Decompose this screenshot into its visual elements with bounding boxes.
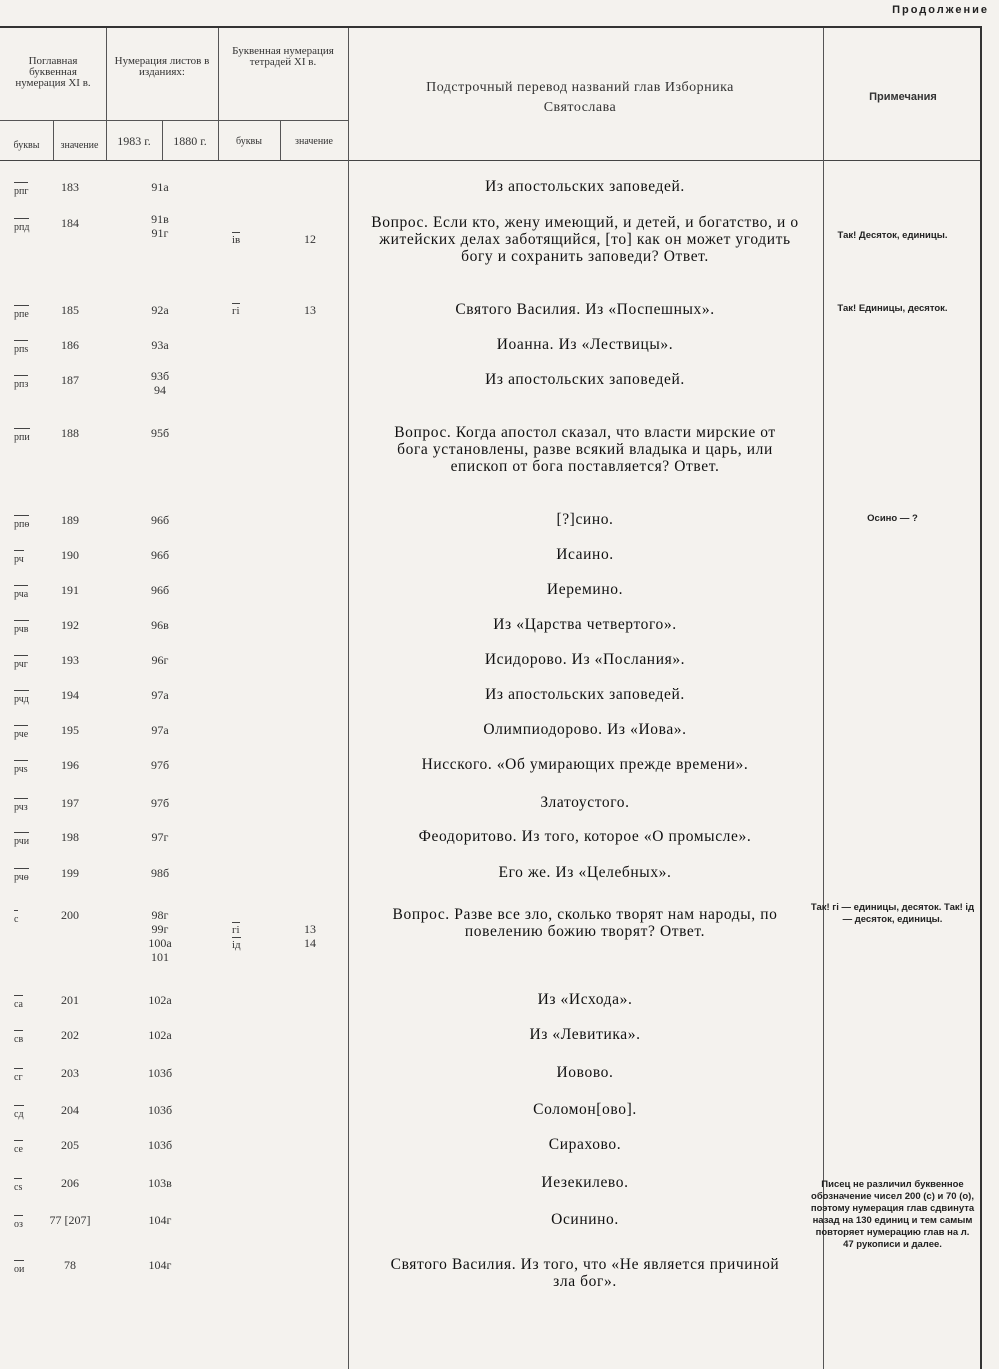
folio-list [115, 180, 205, 194]
chapter-value: 197 [61, 796, 79, 810]
header-year-1880: 1880 г. [173, 134, 207, 148]
header-notes: Примечания [869, 91, 937, 103]
chapter-letter [14, 1260, 42, 1277]
chapter-title: Из «Исхода». [537, 991, 633, 1008]
chapter-letter-text: сд [14, 1105, 24, 1122]
chapter-letter [14, 1215, 42, 1232]
folio-number: 103б [147, 1138, 173, 1152]
chapter-title: Из апостольских заповедей. [485, 371, 685, 388]
folio-list [115, 338, 205, 352]
quire-value: 14 [304, 936, 316, 950]
chapter-note: Писец не различил буквенное обозначение чисел 200 (с) и 70 (о), поэтому нумерация глав сдвинута назад на 130 единиц и тем самым повторяет нумерацию глав на л. 47 рукописи и далее. [810, 1179, 975, 1250]
chapter-title: Из «Царства четвертого». [493, 616, 677, 633]
chapter-letter [14, 690, 42, 707]
folio-list [115, 723, 205, 737]
chapter-value: 78 [64, 1258, 76, 1272]
chapter-value: 192 [61, 618, 79, 632]
chapter-value: 184 [61, 216, 79, 230]
chapter-letter-text: рчд [14, 690, 29, 707]
folio-list [115, 908, 205, 964]
chapter-title: Исидорово. Из «Послания». [484, 651, 686, 668]
chapter-letter [14, 1140, 42, 1157]
chapter-letter-text: рпг [14, 182, 28, 199]
chapter-value: 199 [61, 866, 79, 880]
chapter-letter-text: сг [14, 1068, 23, 1085]
chapter-letter [14, 1030, 42, 1047]
chapter-value: 195 [61, 723, 79, 737]
header-letters: буквы [13, 140, 40, 151]
chapter-letter-text: сѕ [14, 1178, 22, 1195]
chapter-letter [14, 798, 42, 815]
chapter-value: 185 [61, 303, 79, 317]
chapter-note: Так! Единицы, десяток. [837, 303, 948, 314]
chapter-value: 194 [61, 688, 79, 702]
chapter-letter [14, 1068, 42, 1085]
folio-number: 96г [151, 653, 169, 667]
folio-list [115, 1028, 205, 1042]
folio-list [115, 513, 205, 527]
folio-number: 96б [150, 513, 170, 527]
chapter-title: Из апостольских заповедей. [485, 686, 685, 703]
chapter-value: 200 [61, 908, 79, 922]
chapter-letter-text: рчг [14, 655, 28, 672]
folio-number: 102а [148, 1028, 172, 1042]
table-header [0, 28, 980, 161]
chapter-value: 198 [61, 830, 79, 844]
folio-number: 97а [151, 688, 169, 702]
chapter-value: 204 [61, 1103, 79, 1117]
chapter-note: Так! Десяток, единицы. [837, 230, 948, 241]
quire-letters [232, 303, 262, 318]
folio-number: 97б [150, 758, 170, 772]
quire-letter: ів [232, 234, 241, 246]
folio-list [115, 1138, 205, 1152]
chapter-title: Святого Василия. Из «Поспешных». [455, 301, 715, 318]
quire-letters [232, 232, 262, 247]
chapter-value: 77 [207] [49, 1213, 91, 1227]
folio-list [115, 653, 205, 667]
chapter-letter-text: рче [14, 725, 28, 742]
chapter-letter [14, 375, 42, 392]
folio-number: 92а [151, 303, 169, 317]
chapter-letter [14, 515, 42, 532]
quire-values [280, 922, 340, 950]
chapter-value: 188 [61, 426, 79, 440]
chapter-value: 186 [61, 338, 79, 352]
chapter-letter [14, 182, 42, 199]
chapter-note: Так! гі — единицы, десяток. Так! ід — десяток, единицы. [810, 902, 975, 925]
chapter-letter-text: рчѳ [14, 868, 29, 885]
chapter-title: Вопрос. Разве все зло, сколько творят нам народы, по повелению божию творят? Ответ. [392, 906, 778, 940]
chapter-letter-text: рч [14, 550, 24, 567]
chapter-letter [14, 585, 42, 602]
chapter-value: 196 [61, 758, 79, 772]
folio-list [115, 688, 205, 702]
folio-number: 98г [151, 908, 169, 922]
chapter-title: Вопрос. Когда апостол сказал, что власти мирские от бога установлены, разве всякий владыка и царь, или епископ от бога поставляется? Ответ. [394, 424, 776, 475]
header-quire-value: значение [295, 136, 333, 147]
chapter-title: [?]сино. [556, 511, 614, 528]
chapter-letter-text: оз [14, 1215, 23, 1232]
chapter-title: Нисского. «Об умирающих прежде времени». [421, 756, 749, 773]
quire-values [280, 232, 340, 246]
chapter-letter [14, 995, 42, 1012]
chapter-letter [14, 725, 42, 742]
chapter-letter-text: се [14, 1140, 23, 1157]
quire-letter: гі [232, 305, 240, 317]
folio-list [115, 1103, 205, 1117]
chapter-value: 206 [61, 1176, 79, 1190]
chapter-title: Исаино. [556, 546, 614, 563]
folio-list [115, 993, 205, 1007]
chapter-title: Олимпиодорово. Из «Иова». [483, 721, 687, 738]
folio-number: 96б [150, 548, 170, 562]
chapter-letter-text: рпи [14, 428, 30, 445]
chapter-letter-text: рпз [14, 375, 28, 392]
quire-letter: гі [232, 924, 240, 936]
chapter-value: 201 [61, 993, 79, 1007]
chapter-letter-text: рчз [14, 798, 28, 815]
chapter-letter [14, 1105, 42, 1122]
chapter-title: Иовово. [556, 1064, 614, 1081]
folio-list [115, 1213, 205, 1227]
folio-number: 93а [151, 338, 169, 352]
chapter-letter [14, 305, 42, 322]
quire-letter: ід [232, 939, 241, 951]
chapter-title: Из «Левитика». [529, 1026, 641, 1043]
quire-value: 13 [304, 922, 316, 936]
chapter-value: 203 [61, 1066, 79, 1080]
chapter-letter-text: рчи [14, 832, 29, 849]
folio-number: 91в [151, 212, 169, 226]
chapter-title: Святого Василия. Из того, что «Не является причиной зла бог». [390, 1256, 780, 1290]
folio-list [115, 212, 205, 240]
chapter-title: Феодоритово. Из того, которое «О промысле». [418, 828, 752, 845]
folio-list [115, 830, 205, 844]
chapter-letter-text: ои [14, 1260, 24, 1277]
folio-list [115, 1176, 205, 1190]
chapter-letter [14, 428, 42, 445]
folio-list [115, 866, 205, 880]
chapter-title: Златоустого. [540, 794, 630, 811]
chapter-title: Из апостольских заповедей. [485, 178, 685, 195]
quire-value: 13 [304, 303, 316, 317]
chapter-letter-text: рпе [14, 305, 29, 322]
folio-number: 91а [151, 180, 169, 194]
folio-list [115, 548, 205, 562]
folio-number: 94 [154, 383, 166, 397]
chapter-letter-text: с [14, 910, 18, 927]
folio-list [115, 1258, 205, 1272]
folio-number: 97а [151, 723, 169, 737]
chapter-letter [14, 760, 42, 777]
chapter-letter [14, 340, 42, 357]
folio-number: 95б [150, 426, 170, 440]
chapter-letter-text: рпѕ [14, 340, 28, 357]
chapter-value: 187 [61, 373, 79, 387]
chapter-letter [14, 620, 42, 637]
folio-number: 96в [151, 618, 169, 632]
folio-number: 100а [148, 936, 172, 950]
folio-list [115, 618, 205, 632]
chapter-letter-text: рчв [14, 620, 29, 637]
quire-values [280, 303, 340, 317]
chapter-title: Сирахово. [548, 1136, 622, 1153]
header-value: значение [60, 140, 99, 151]
folio-number: 103б [147, 1103, 173, 1117]
folio-list [115, 303, 205, 317]
folio-list [115, 758, 205, 772]
folio-number: 97б [150, 796, 170, 810]
header-quire: Буквенная нумерация тетрадей XI в. [232, 45, 334, 68]
folio-number: 97г [151, 830, 169, 844]
folio-number: 103в [148, 1176, 172, 1190]
chapter-letter [14, 910, 42, 927]
chapter-title: Иеремино. [546, 581, 624, 598]
chapter-value: 183 [61, 180, 79, 194]
chapter-note: Осино — ? [867, 513, 918, 524]
folio-list [115, 796, 205, 810]
chapter-title: Осинино. [551, 1211, 619, 1228]
quire-letters [232, 922, 262, 952]
chapter-value: 205 [61, 1138, 79, 1152]
chapter-letter [14, 218, 42, 235]
chapter-letter-text: са [14, 995, 23, 1012]
header-year-1983: 1983 г. [117, 134, 151, 148]
chapter-letter-text: рпѳ [14, 515, 29, 532]
chapter-title: Вопрос. Если кто, жену имеющий, и детей, и богатство, и о житейских делах заботящийся, [то] как он может угодить богу и сохранить заповеди? Ответ. [371, 214, 799, 265]
chapter-value: 190 [61, 548, 79, 562]
chapter-value: 202 [61, 1028, 79, 1042]
continuation-label: Продолжение [892, 4, 989, 16]
folio-list [115, 583, 205, 597]
chapter-value: 191 [61, 583, 79, 597]
chapter-letter-text: св [14, 1030, 23, 1047]
folio-number: 91г [151, 226, 169, 240]
folio-number: 98б [150, 866, 170, 880]
chapter-title: Иезекилево. [541, 1174, 629, 1191]
chapter-title: Его же. Из «Целебных». [498, 864, 672, 881]
header-translation: Подстрочный перевод названий глав Изборника Святослава [426, 80, 734, 115]
chapter-letter [14, 832, 42, 849]
chapter-letter [14, 655, 42, 672]
quire-value: 12 [304, 232, 316, 246]
chapter-value: 189 [61, 513, 79, 527]
folio-number: 103б [147, 1066, 173, 1080]
folio-number: 101 [151, 950, 169, 964]
chapter-letter [14, 868, 42, 885]
chapter-letter-text: рча [14, 585, 28, 602]
header-chapter-letters: Поглавная буквенная нумерация XI в. [15, 55, 91, 89]
chapter-value: 193 [61, 653, 79, 667]
folio-list [115, 426, 205, 440]
folio-number: 104г [148, 1258, 172, 1272]
folio-list [115, 369, 205, 397]
folio-number: 93б [150, 369, 170, 383]
header-folio: Нумерация листов в изданиях: [114, 55, 210, 78]
folio-number: 96б [150, 583, 170, 597]
chapter-letter-text: рчѕ [14, 760, 28, 777]
chapter-title: Соломон[ово]. [533, 1101, 637, 1118]
chapter-letter [14, 550, 42, 567]
folio-number: 104г [148, 1213, 172, 1227]
chapter-letter-text: рпд [14, 218, 29, 235]
chapter-table [0, 26, 982, 1369]
header-quire-letters: буквы [235, 136, 262, 147]
folio-number: 99г [151, 922, 169, 936]
folio-number: 102а [148, 993, 172, 1007]
chapter-letter [14, 1178, 42, 1195]
folio-list [115, 1066, 205, 1080]
chapter-title: Иоанна. Из «Лествицы». [496, 336, 674, 353]
